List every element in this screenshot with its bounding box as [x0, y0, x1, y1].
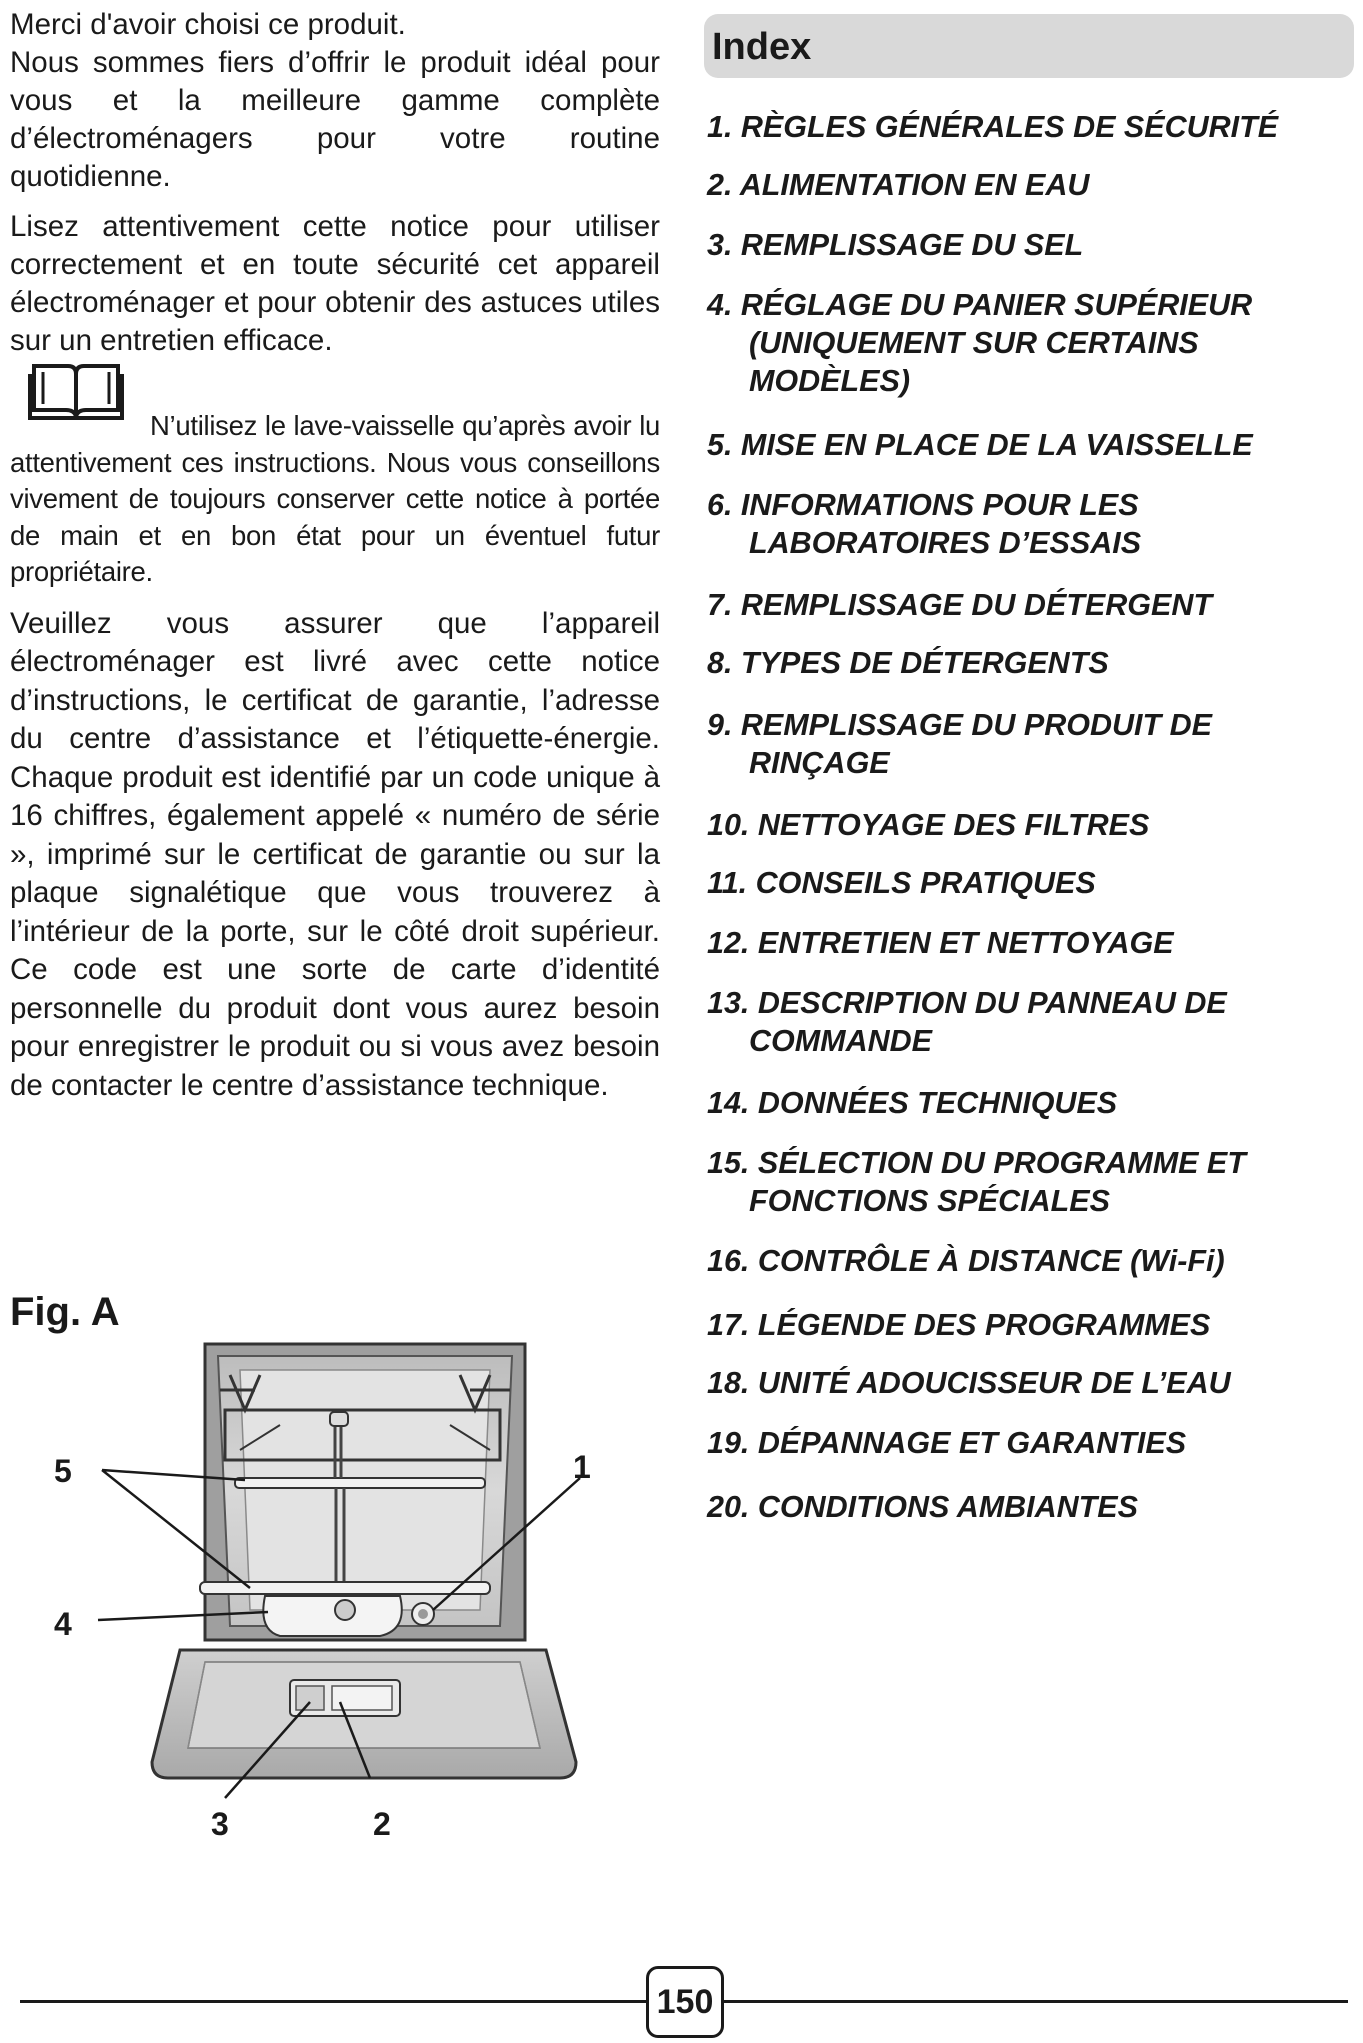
footer-rule-right — [724, 2000, 1348, 2003]
read-instructions-note — [10, 408, 660, 591]
filter-area — [263, 1596, 401, 1636]
index-item-18: 18. UNITÉ ADOUCISSEUR DE L’EAU — [707, 1366, 1231, 1400]
figure-label: Fig. A — [10, 1290, 120, 1334]
index-item-1: 1. RÈGLES GÉNÉRALES DE SÉCURITÉ — [707, 110, 1279, 144]
index-item-4: 4. RÉGLAGE DU PANIER SUPÉRIEUR (UNIQUEMENT SUR CERTAINS MODÈLES) — [707, 288, 1253, 398]
callout-5: 5 — [54, 1453, 72, 1489]
callout-4: 4 — [54, 1606, 72, 1642]
dishwasher-diagram — [40, 1330, 640, 1960]
index-item-7: 7. REMPLISSAGE DU DÉTERGENT — [707, 588, 1213, 622]
index-header — [704, 14, 1354, 78]
footer-rule-left — [20, 2000, 646, 2003]
index-item-2: 2. ALIMENTATION EN EAU — [707, 168, 1090, 202]
intro-paragraph-2: Lisez attentivement cette notice pour utiliser correctement et en toute sécurité cet appareil électroménager et pour obtenir des astuces utiles sur un entretien efficace. — [10, 210, 660, 357]
index-item-5: 5. MISE EN PLACE DE LA VAISSELLE — [707, 428, 1253, 462]
callout-2: 2 — [373, 1806, 391, 1842]
index-item-8: 8. TYPES DE DÉTERGENTS — [707, 646, 1109, 680]
index-item-16: 16. CONTRÔLE À DISTANCE (Wi-Fi) — [707, 1244, 1225, 1278]
index-item-15: 15. SÉLECTION DU PROGRAMME ET FONCTIONS SPÉCIALES — [707, 1146, 1246, 1218]
index-item-17: 17. LÉGENDE DES PROGRAMMES — [707, 1308, 1211, 1342]
callout-3: 3 — [211, 1806, 229, 1842]
index-item-11: 11. CONSEILS PRATIQUES — [707, 866, 1096, 900]
upper-spray-arm — [235, 1478, 485, 1488]
index-item-14: 14. DONNÉES TECHNIQUES — [707, 1086, 1118, 1120]
intro-paragraph-4: Veuillez vous assurer que l’appareil électroménager est livré avec cette notice d’instructions, le certificat de garantie, l’adresse du centre d’assistance et l’étiquette-énergie. Chaque produit est identifié par un code unique à 16 chiffres, également appelé « numéro de série », imprimé sur le certificat de garantie ou sur la plaque signalétique que vous trouverez à l’intérieur de la porte, sur le côté droit supérieur. Ce code est une sorte de carte d’identité personnelle du produit dont vous aurez besoin pour enregistrer le produit ou si vous avez besoin de contacter le centre d’assistance technique. — [10, 606, 660, 1102]
intro-column — [10, 6, 660, 1105]
callout-1: 1 — [573, 1449, 591, 1485]
index-item-6: 6. INFORMATIONS POUR LES LABORATOIRES D’ESSAIS — [707, 488, 1142, 560]
index-item-9: 9. REMPLISSAGE DU PRODUIT DE RINÇAGE — [707, 708, 1213, 780]
index-item-3: 3. REMPLISSAGE DU SEL — [707, 228, 1084, 262]
index-item-13: 13. DESCRIPTION DU PANNEAU DE COMMANDE — [707, 986, 1227, 1058]
book-icon — [28, 360, 124, 422]
index-item-12: 12. ENTRETIEN ET NETTOYAGE — [707, 926, 1174, 960]
intro-paragraph-3: N’utilisez le lave-vaisselle qu’après avoir lu attentivement ces instructions. Nous vous conseillons vivement de toujours conserver cette notice à portée de main et en bon état pour un éventuel futur propriétaire. — [10, 410, 660, 587]
index-item-20: 20. CONDITIONS AMBIANTES — [707, 1490, 1138, 1524]
index-title: Index — [712, 26, 812, 68]
index-item-19: 19. DÉPANNAGE ET GARANTIES — [707, 1426, 1187, 1460]
intro-paragraph-1: Merci d'avoir choisi ce produit. Nous sommes fiers d’offrir le produit idéal pour vous et la meilleure gamme complète d’électroménagers pour votre routine quotidienne. — [10, 8, 660, 193]
page-number: 150 — [646, 1966, 724, 2038]
index-item-10: 10. NETTOYAGE DES FILTRES — [707, 808, 1150, 842]
